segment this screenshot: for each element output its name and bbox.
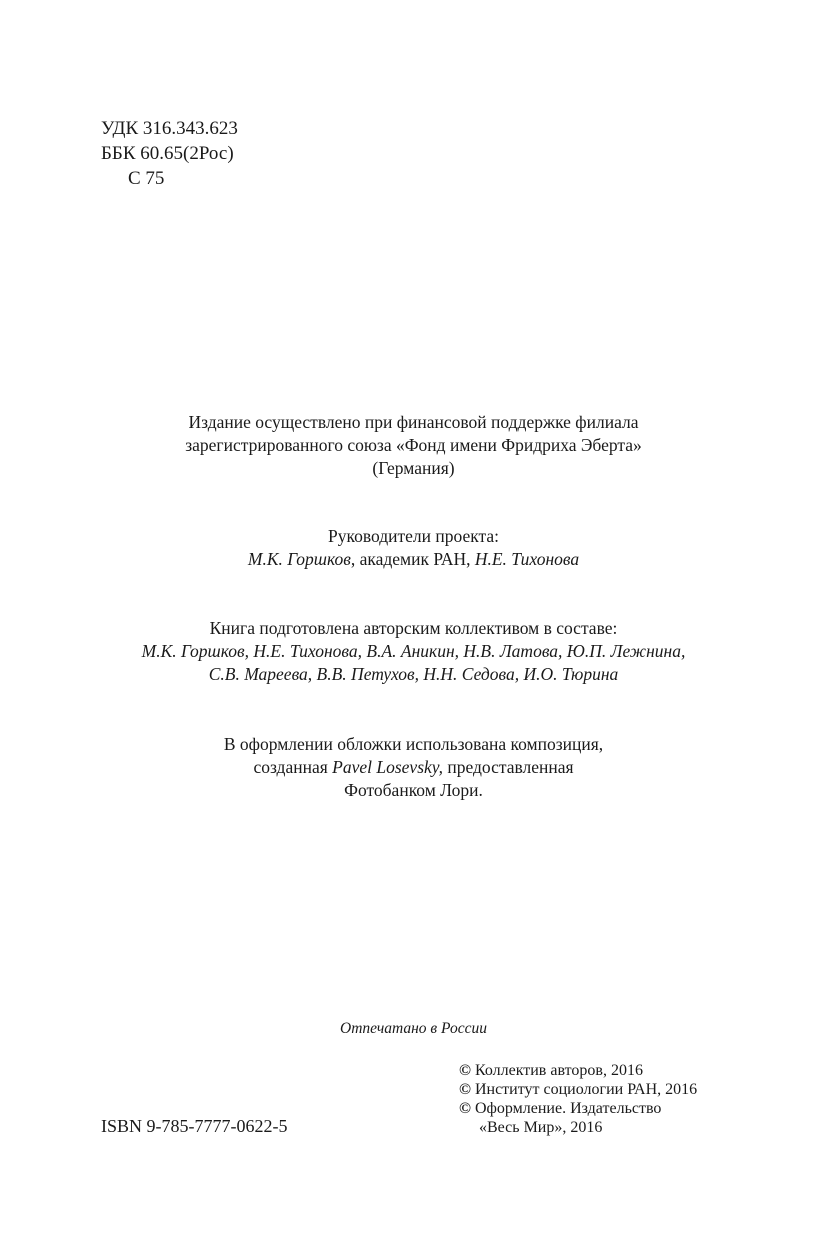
copyright-icon: © xyxy=(459,1081,471,1098)
cover-author: Pavel Losevsky, xyxy=(332,757,443,777)
printed-in: Отпечатано в России xyxy=(340,1020,487,1037)
leaders-heading: Руководители проекта: xyxy=(327,526,499,546)
copyright-text-2: Институт социологии РАН, 2016 xyxy=(474,1081,698,1098)
leaders-names xyxy=(0,548,827,571)
copyright-item-2 xyxy=(459,1080,697,1099)
classification-codes xyxy=(101,116,238,191)
cover-line-1: В оформлении обложки использована композиция, xyxy=(223,734,604,754)
authors-line-2: С.В. Мареева, В.В. Петухов, Н.Н. Седова, И.О. Тюрина xyxy=(208,664,619,684)
leader-name-2: Н.Е. Тихонова xyxy=(474,549,580,569)
cover-credit xyxy=(0,733,827,802)
copyright-icon: © xyxy=(459,1062,471,1079)
copyright-item-3 xyxy=(459,1099,697,1118)
cover-line-2-post: предоставленная xyxy=(442,757,574,777)
isbn: ISBN 9-785-7777-0622-5 xyxy=(101,1116,288,1136)
funding-line-1: Издание осуществлено при финансовой поддержке филиала xyxy=(188,412,639,432)
udk-code: УДК 316.343.623 xyxy=(101,118,238,139)
author-mark: С 75 xyxy=(128,168,165,189)
project-leaders xyxy=(0,525,827,571)
copyright-icon: © xyxy=(459,1100,471,1117)
cover-line-2-pre: созданная xyxy=(253,757,333,777)
cover-line-3: Фотобанком Лори. xyxy=(344,780,483,800)
authors-collective xyxy=(0,617,827,686)
copyright-text-1: Коллектив авторов, 2016 xyxy=(474,1062,643,1079)
copyright-text-3-cont: «Весь Мир», 2016 xyxy=(479,1119,603,1136)
funding-line-2: зарегистрированного союза «Фонд имени Фридриха Эберта» xyxy=(185,435,642,455)
copyright-notices xyxy=(459,1061,697,1137)
funding-notice xyxy=(0,411,827,480)
bbk-code: ББК 60.65(2Рос) xyxy=(101,143,234,164)
leader-title: , академик РАН, xyxy=(350,549,475,569)
authors-heading: Книга подготовлена авторским коллективом в составе: xyxy=(209,618,618,638)
leader-name-1: М.К. Горшков xyxy=(247,549,351,569)
copyright-item-1 xyxy=(459,1061,697,1080)
copyright-text-3: Оформление. Издательство xyxy=(474,1100,662,1117)
authors-line-1: М.К. Горшков, Н.Е. Тихонова, В.А. Аникин, Н.В. Латова, Ю.П. Лежнина, xyxy=(141,641,686,661)
cover-line-2 xyxy=(0,756,827,779)
funding-line-3: (Германия) xyxy=(372,458,455,478)
